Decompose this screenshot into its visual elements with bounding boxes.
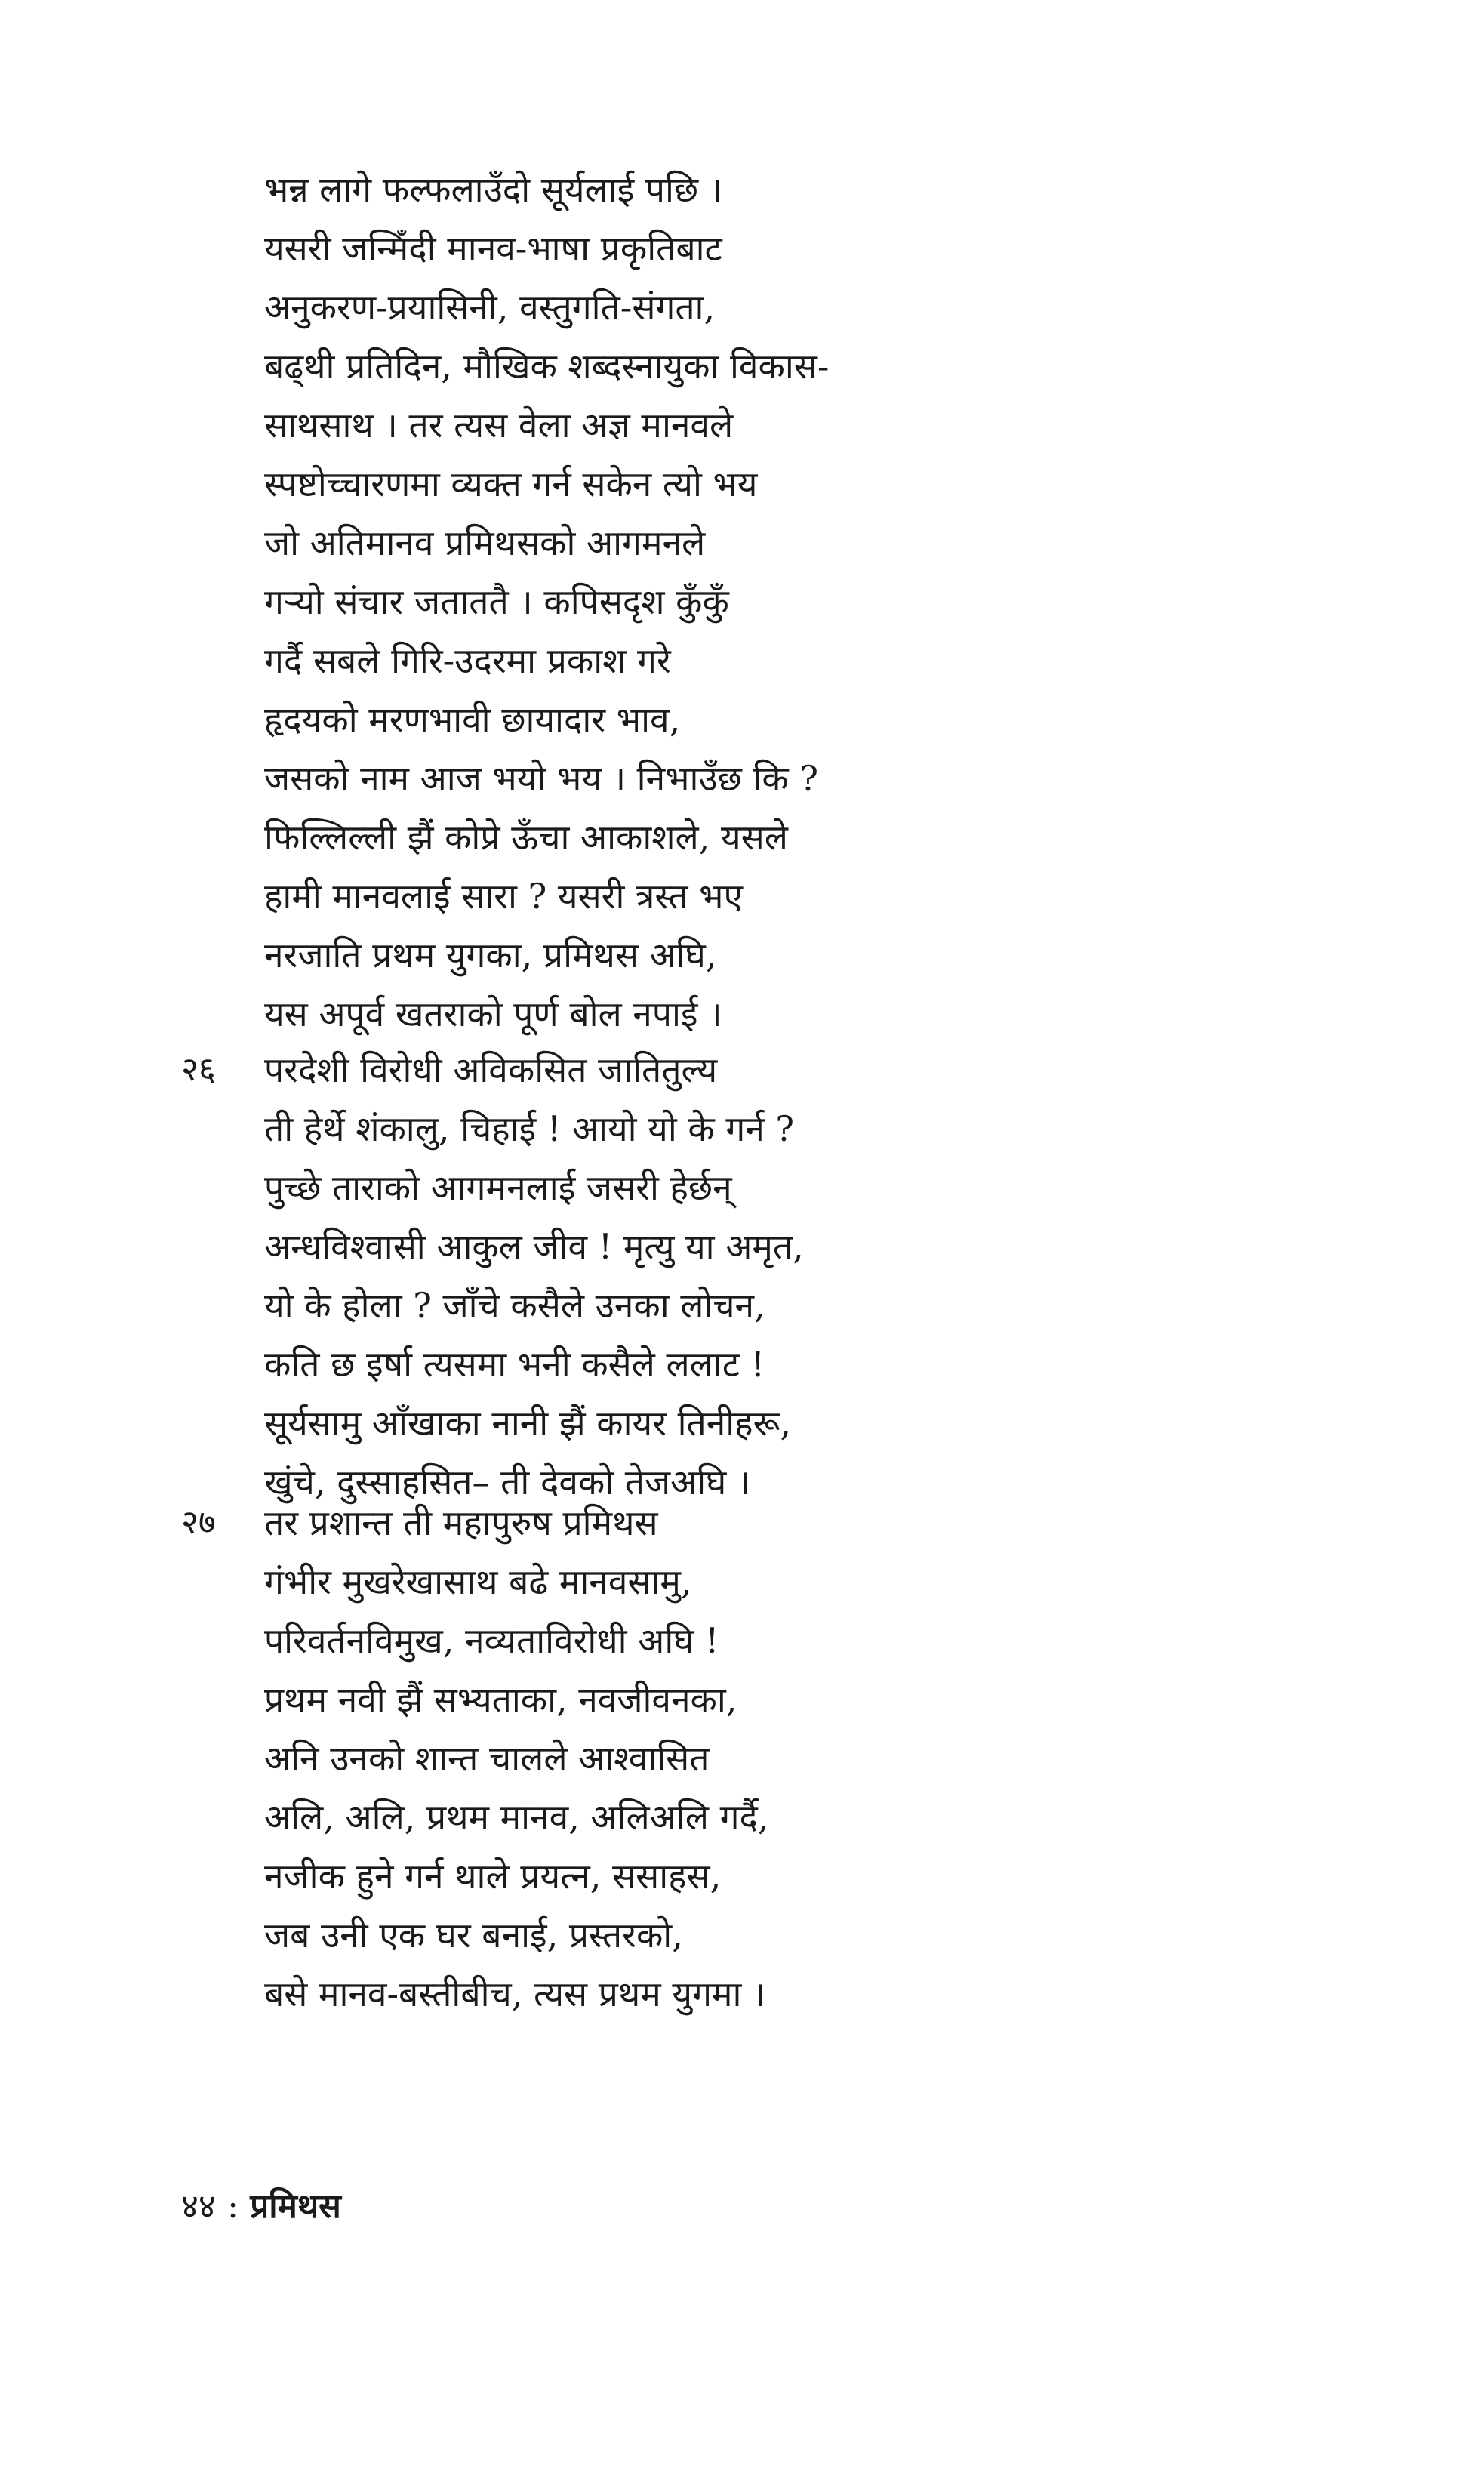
poem-line: अनुकरण-प्रयासिनी, वस्तुगति-संगता, [264, 287, 716, 328]
poem-line-text: परदेशी विरोधी अविकसित जातितुल्य [264, 1049, 718, 1090]
poem-line: फिल्लिल्ली झैं कोप्रे ऊँचा आकाशले, यसले [264, 817, 788, 858]
book-title: प्रमिथस [250, 2187, 341, 2226]
poem-line: ती हेर्थे शंकालु, चिहाई ! आयो यो के गर्न ? [264, 1108, 795, 1149]
stanza-verse-27 [181, 1493, 1359, 2023]
stanza-continuation [181, 160, 1359, 1043]
poem-line: नजीक हुने गर्न थाले प्रयत्न, ससाहस, [264, 1856, 722, 1897]
poem-line: गऱ्यो संचार जताततै । कपिसदृश कुँकुँ [264, 581, 729, 622]
poem-line: गंभीर मुखरेखासाथ बढे मानवसामु, [264, 1561, 692, 1602]
page-footer [181, 2182, 341, 2227]
footer-separator: : [227, 2187, 239, 2226]
poem-line: यो के होला ? जाँचे कसैले उनका लोचन, [264, 1285, 765, 1326]
poem-line: नरजाति प्रथम युगका, प्रमिथस अघि, [264, 935, 717, 975]
poem-line: हृदयको मरणभावी छायादार भाव, [264, 699, 681, 740]
poem-line: कति छ इर्षा त्यसमा भनी कसैले ललाट ! [264, 1344, 765, 1385]
poem-line: जो अतिमानव प्रमिथसको आगमनले [264, 522, 706, 563]
poem-line: परिवर्तनविमुख, नव्यताविरोधी अघि ! [264, 1620, 719, 1661]
verse-number: २६ [181, 1050, 216, 1089]
poem-line: पुच्छे ताराको आगमनलाई जसरी हेर्छन् [264, 1167, 732, 1208]
poem-line: यसरी जन्मिँदी मानव-भाषा प्रकृतिबाट [264, 228, 722, 269]
poem-line: यस अपूर्व खतराको पूर्ण बोल नपाई । [264, 994, 722, 1034]
poem-line: स्पष्टोच्चारणमा व्यक्त गर्न सकेन त्यो भय [264, 464, 758, 504]
poem-line: साथसाथ । तर त्यस वेला अज्ञ मानवले [264, 405, 734, 445]
poem-line: अलि, अलि, प्रथम मानव, अलिअलि गर्दै, [264, 1797, 769, 1838]
stanza-verse-26 [181, 1040, 1359, 1512]
poem-line: जब उनी एक घर बनाई, प्रस्तरको, [264, 1915, 683, 1955]
poem-line: सूर्यसामु आँखाका नानी झैं कायर तिनीहरू, [264, 1403, 791, 1444]
poem-line: खुंचे, दुस्साहसित– ती देवको तेजअघि । [264, 1462, 751, 1502]
poem-line [181, 1040, 1359, 1099]
verse-number: २७ [181, 1503, 216, 1542]
poem-line: बढ्थी प्रतिदिन, मौखिक शब्दस्नायुका विकास- [264, 346, 830, 387]
poem-line: भन्न लागे फल्फलाउँदो सूर्यलाई पछि । [264, 169, 723, 210]
poem-line: अनि उनको शान्त चालले आश्वासित [264, 1738, 710, 1779]
poem-line: हामी मानवलाई सारा ? यसरी त्रस्त भए [264, 876, 743, 917]
poem-line [181, 1493, 1359, 1552]
poem-line: बसे मानव-बस्तीबीच, त्यस प्रथम युगमा । [264, 1974, 766, 2014]
page-number: ४४ [181, 2187, 216, 2226]
poem-line: जसको नाम आज भयो भय । निभाउँछ कि ? [264, 758, 818, 799]
poem-line: अन्धविश्वासी आकुल जीव ! मृत्यु या अमृत, [264, 1226, 804, 1267]
poem-line-text: तर प्रशान्त ती महापुरुष प्रमिथस [264, 1502, 658, 1543]
poem-line: गर्दै सबले गिरि-उदरमा प्रकाश गरे [264, 640, 671, 681]
poem-line: प्रथम नवी झैं सभ्यताका, नवजीवनका, [264, 1679, 737, 1720]
